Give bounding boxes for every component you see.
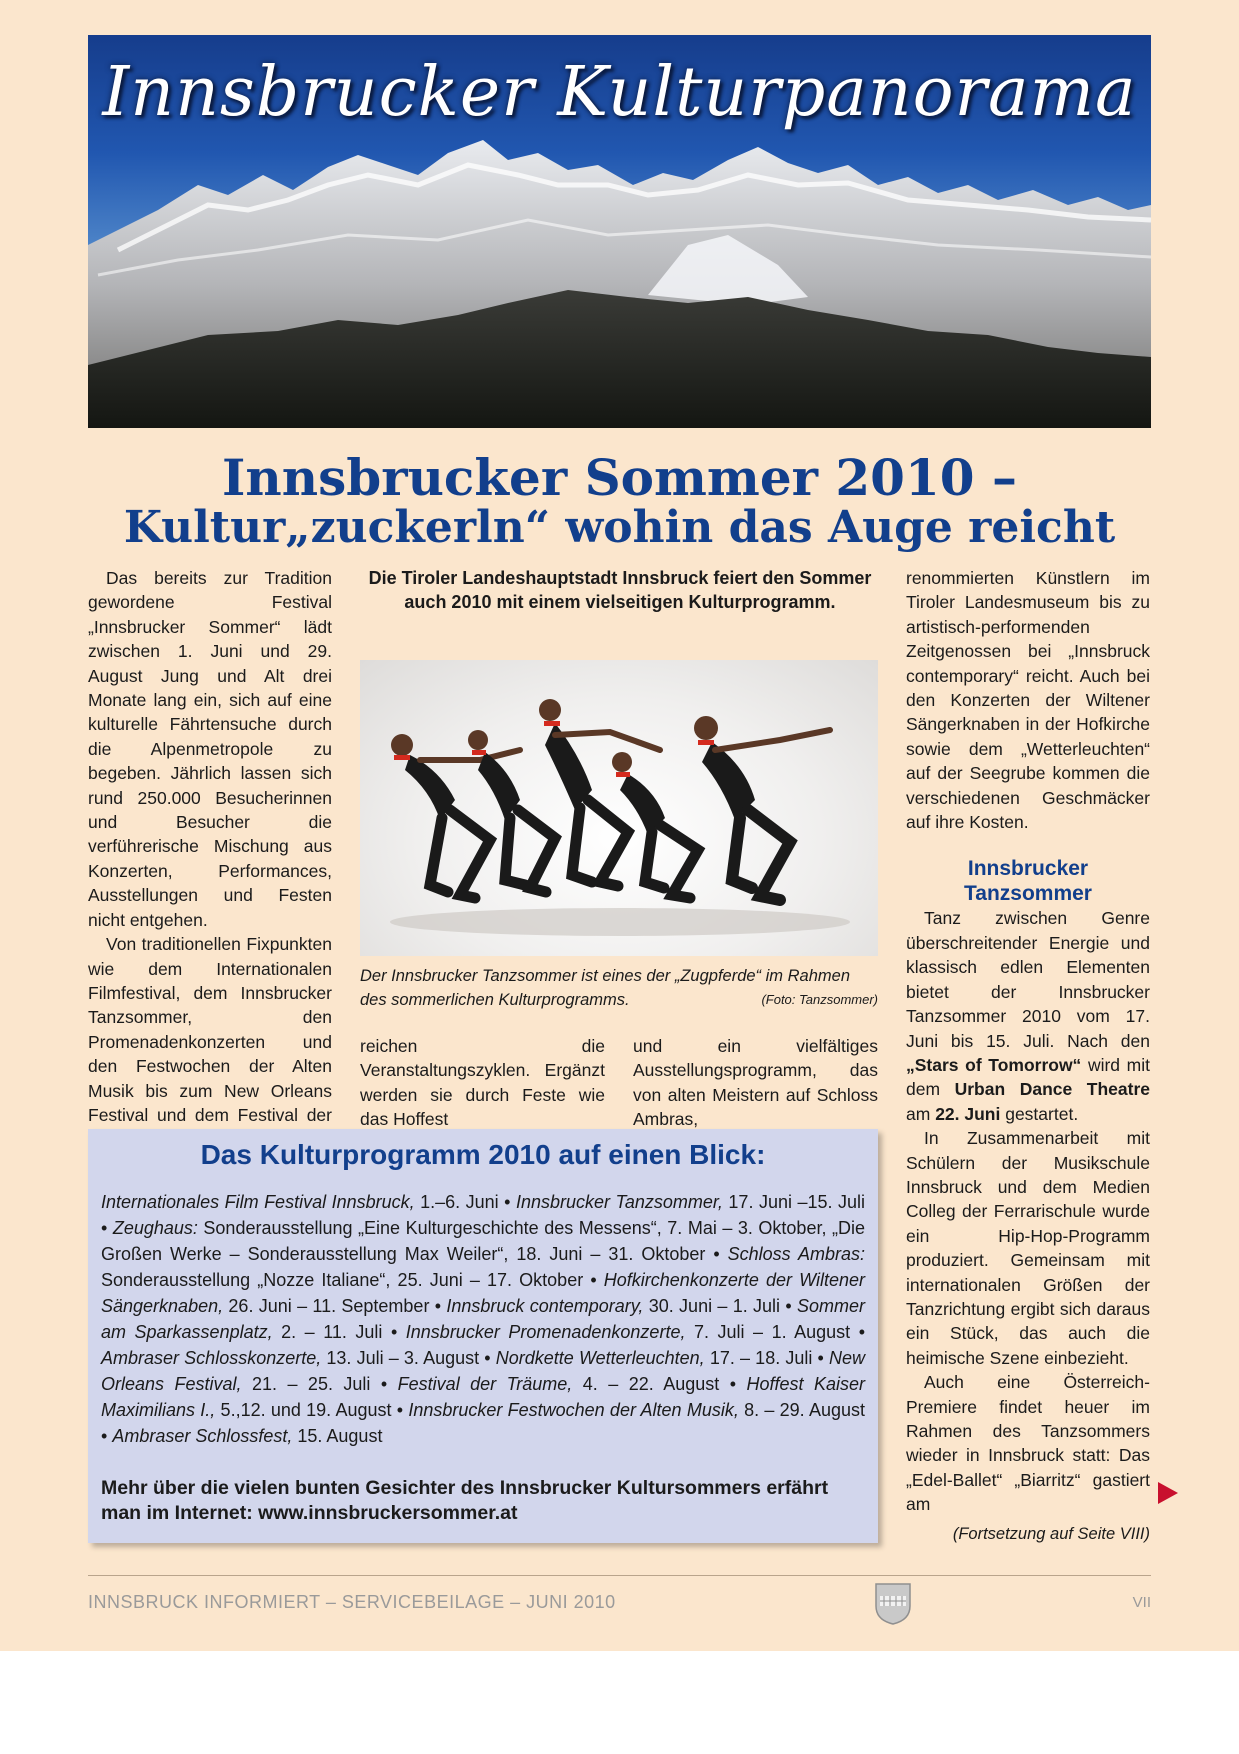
program-item (398, 1374, 720, 1394)
list-separator: • (479, 1348, 496, 1368)
program-item-name: Internationales Film Festival Innsbruck, (101, 1192, 415, 1212)
program-item-date: Sonderausstellung „Nozze Italiane“, 25. Juni – 17. Oktober (101, 1270, 584, 1290)
program-item-name: Schloss Ambras: (727, 1244, 865, 1264)
program-item-name: Festival der Träume, (397, 1374, 573, 1394)
paragraph: reichen die Veranstaltungszyklen. Ergänzt werden sie durch Feste wie das Hoffest (360, 1036, 605, 1130)
page-number: VII (1132, 1594, 1151, 1611)
list-separator: • (429, 1296, 447, 1316)
program-item-name: Innsbruck contemporary, (446, 1296, 644, 1316)
program-item (112, 1426, 382, 1446)
paragraph: Tanz zwischen Genre überschreitender Energie und klassisch edlen Elementen bietet der Innsbrucker Tanzsommer 2010 vom 17. Juni bis 15. Juli. Nach den „Stars of Tomorrow“ wird mit dem Urban Dance Theatre am 22. Juni gestartet. (906, 908, 1150, 1124)
program-item-name: Ambraser Schlossfest, (112, 1426, 293, 1446)
program-list (101, 1189, 865, 1449)
program-item (101, 1192, 499, 1212)
list-separator: • (850, 1322, 865, 1342)
city-crest-icon (874, 1582, 912, 1626)
list-separator: • (101, 1218, 113, 1238)
program-box-footer: Mehr über die vielen bunten Gesichter des Innsbrucker Kultursommers erfährt man im Internet: www.innsbruckersommer.at (101, 1477, 829, 1524)
program-box (88, 1129, 878, 1543)
program-item-name: Ambraser Schlosskonzerte, (101, 1348, 322, 1368)
paragraph: renommierten Künstlern im Tiroler Landesmuseum bis zu artistisch-performenden Zeitgenossen bei „Innsbruck contemporary“ reicht. Auch bei den Konzerten der Wiltener Sängerknaben in der Hofkirche sowie dem „Wetterleuchten“ auf der Seegrube kommen die verschiedenen Geschmäcker auf ihre Kosten. (906, 568, 1150, 833)
program-item-date: 26. Juni – 11. September (223, 1296, 430, 1316)
program-item (408, 1400, 865, 1420)
program-item (496, 1348, 813, 1368)
list-separator: • (705, 1244, 728, 1264)
article-column-2a (360, 1034, 605, 1132)
paragraph: In Zusammenarbeit mit Schülern der Musikschule Innsbruck und dem Medien Colleg der Ferrarischule wurde ein Hip-Hop-Programm produziert. Gemeinsam mit internationalen Größen der Tanzrichtung ergibt sich daraus ein Stück, das auch die heimische Szene einbezieht. (906, 1128, 1150, 1368)
program-item-name: Nordkette Wetterleuchten, (495, 1348, 705, 1368)
photo-credit: (Foto: Tanzsommer) (761, 992, 878, 1007)
continued-note: (Fortsetzung auf Seite VIII) (952, 1525, 1150, 1543)
program-item-date: 21. – 25. Juli (241, 1374, 371, 1394)
program-item (406, 1322, 850, 1342)
program-item (446, 1296, 780, 1316)
article-column-2b (633, 1034, 878, 1132)
caption-text: Der Innsbrucker Tanzsommer ist eines der „Zugpferde“ im Rahmen des sommerlichen Kulturprogramms. (360, 967, 850, 1009)
dancers-illustration (360, 660, 878, 956)
program-item-date: 1.–6. Juni (414, 1192, 499, 1212)
paragraph: Von traditionellen Fixpunkten wie dem Internationalen Filmfestival, dem Innsbrucker Tanzsommer, den Promenadenkonzerten und den Festwochen der Alten Musik bis zum New Orleans Festival und dem Festival der (88, 934, 332, 1125)
headline-line1: Innsbrucker Sommer 2010 – (222, 448, 1017, 507)
dancers-photo (360, 660, 878, 956)
footer-rule (88, 1575, 1151, 1576)
list-separator: • (382, 1322, 406, 1342)
program-item-date: 15. August (292, 1426, 383, 1446)
article-column-3 (906, 566, 1150, 1517)
list-separator: • (719, 1374, 747, 1394)
program-item-name: New Orleans Festival, (101, 1348, 866, 1394)
paragraph: Auch eine Österreich-Premiere findet heuer im Rahmen des Tanzsommers wieder in Innsbruck statt: Das „Edel-Ballet“ „Biarritz“ gastiert am (906, 1372, 1150, 1515)
header-banner (88, 35, 1151, 428)
footer-publication: INNSBRUCK INFORMIERT – SERVICEBEILAGE – JUNI 2010 (88, 1592, 616, 1612)
continue-arrow-icon (1158, 1482, 1178, 1504)
article-lead: Die Tiroler Landeshauptstadt Innsbruck feiert den Sommer auch 2010 mit einem vielseitigen Kulturprogramm. (368, 568, 872, 612)
paragraph: Das bereits zur Tradition gewordene Festival „Innsbrucker Sommer“ lädt zwischen 1. Juni und 29. August Jung und Alt drei Monate lang ein, sich auf eine kulturelle Fährtensuche durch die Alpenmetropole zu begeben. Jährlich lassen sich rund 250.000 Besucherinnen und Besucher die verführerische Mischung aus Konzerten, Performances, Ausstellungen und Festen nicht entgehen. (88, 568, 332, 930)
photo-caption (360, 964, 878, 1012)
list-separator: • (101, 1426, 113, 1446)
section-subhead: Innsbrucker Tanzsommer (964, 857, 1092, 906)
program-item-name: Sommer am Sparkassenplatz, (101, 1296, 865, 1342)
program-item-name: Innsbrucker Tanzsommer, (516, 1192, 723, 1212)
list-separator: • (780, 1296, 797, 1316)
program-item-date: 5.,12. und 19. August (215, 1400, 392, 1420)
program-item-name: Innsbrucker Promenadenkonzerte, (405, 1322, 686, 1342)
program-item-date: 7. Juli – 1. August (685, 1322, 851, 1342)
headline-line2: Kultur„zuckerln“ wohin das Auge reicht (123, 502, 1116, 553)
list-separator: • (370, 1374, 398, 1394)
program-item-date: 13. Juli – 3. August (321, 1348, 480, 1368)
program-item-name: Hoffest Kaiser Maximilians I., (101, 1374, 866, 1420)
program-item-date: 17. – 18. Juli (704, 1348, 813, 1368)
program-box-title: Das Kulturprogramm 2010 auf einen Blick: (200, 1139, 766, 1170)
program-item-name: Zeughaus: (112, 1218, 198, 1238)
program-item-name: Hofkirchenkonzerte der Wiltener Sängerknaben, (101, 1270, 865, 1316)
list-separator: • (498, 1192, 516, 1212)
program-item-date: 8. – 29. August (738, 1400, 865, 1420)
program-item (101, 1348, 479, 1368)
program-item-date: 4. – 22. August (572, 1374, 720, 1394)
paragraph: und ein vielfältiges Ausstellungsprogramm, das von alten Meistern auf Schloss Ambras, (633, 1036, 878, 1130)
program-item-date: 2. – 11. Juli (272, 1322, 383, 1342)
article-column-1 (88, 566, 332, 1152)
program-item-name: Innsbrucker Festwochen der Alten Musik, (408, 1400, 739, 1420)
program-item-date: 30. Juni – 1. Juli (643, 1296, 781, 1316)
list-separator: • (391, 1400, 409, 1420)
program-item-date: Sonderausstellung „Eine Kulturgeschichte des Messens“, 7. Mai – 3. Oktober, „Die Großen Werke – Sonderausstellung Max Weiler“, 18. Juni – 31. Oktober (101, 1218, 865, 1264)
program-item (516, 1192, 865, 1212)
program-item-date: 17. Juni –15. Juli (722, 1192, 866, 1212)
banner-title: Innsbrucker Kulturpanorama (102, 53, 1137, 132)
list-separator: • (812, 1348, 829, 1368)
list-separator: • (583, 1270, 604, 1290)
